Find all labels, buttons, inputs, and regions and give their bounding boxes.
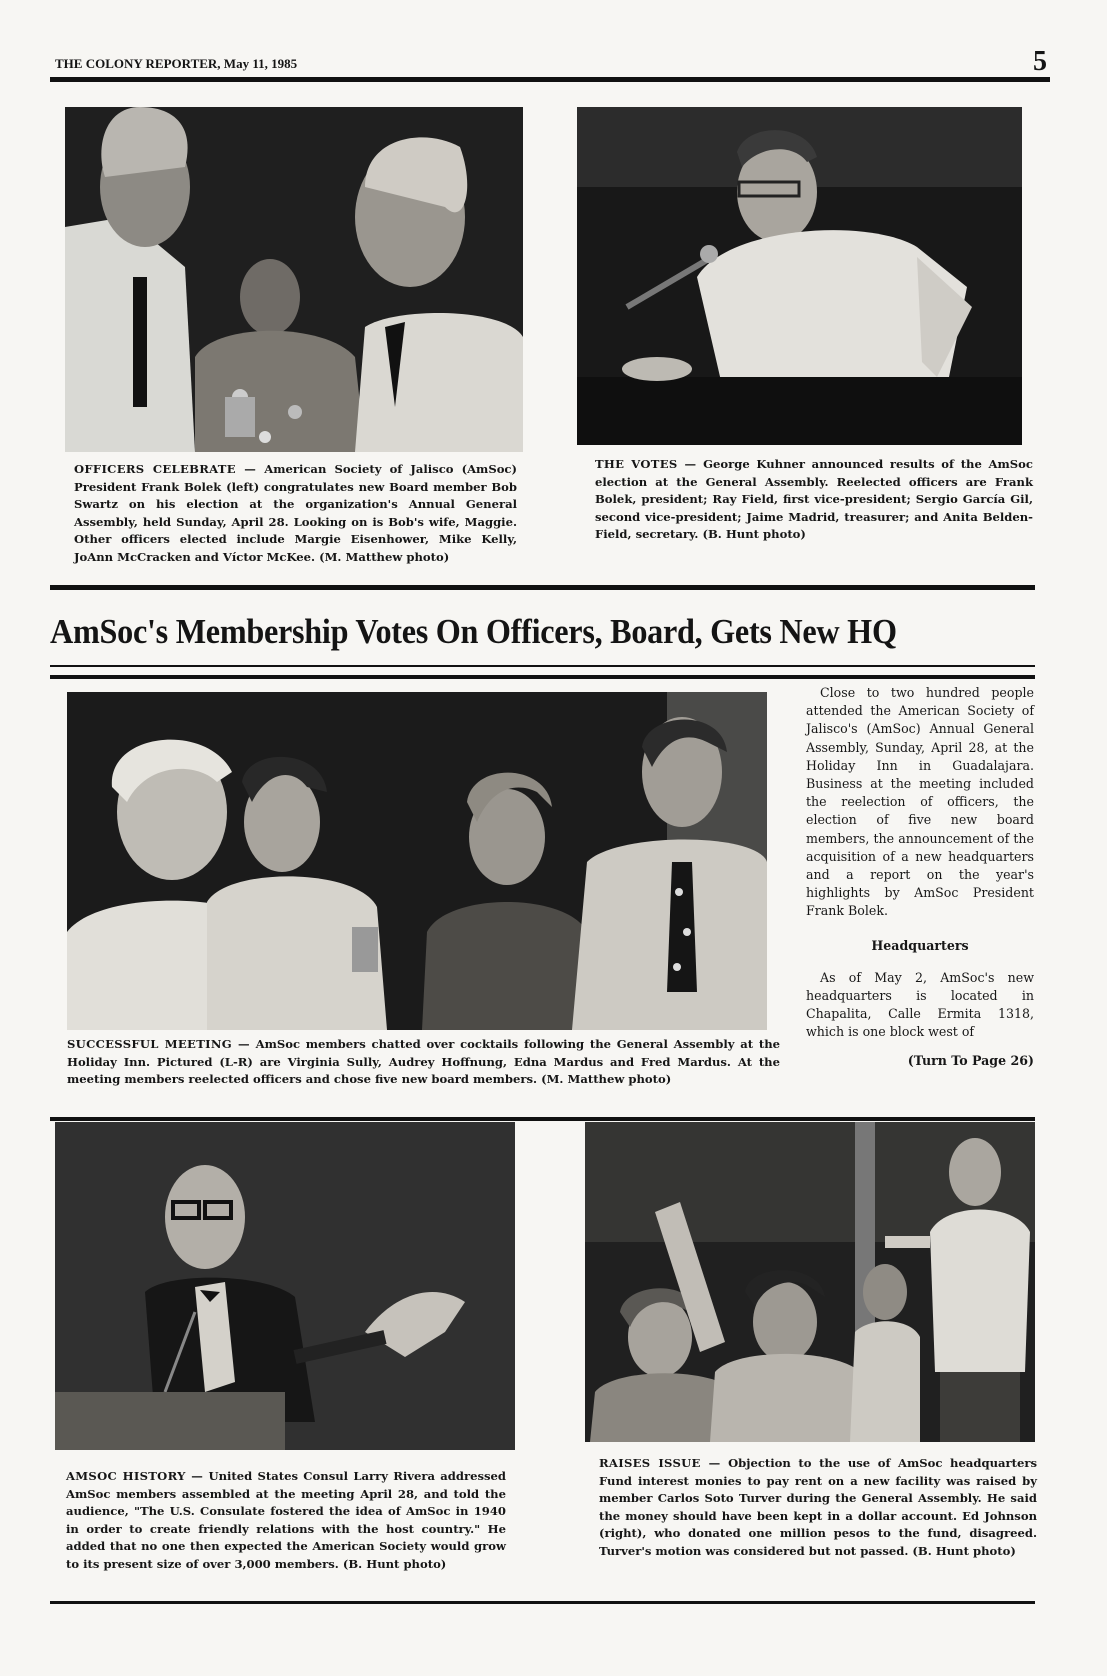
raises-issue-caption — [599, 1455, 1037, 1561]
masthead — [55, 46, 1047, 77]
votes-photo — [577, 107, 1022, 445]
story-jump-line: (Turn To Page 26) — [907, 1052, 1034, 1068]
meeting-caption-lead: SUCCESSFUL MEETING — — [67, 1037, 250, 1051]
story-column — [806, 684, 1034, 1070]
meeting-photo — [67, 692, 767, 1030]
officers-caption — [74, 461, 517, 567]
bottom-rule — [50, 1601, 1035, 1604]
story-paragraph-1: Close to two hundred people attended the American Society of Jalisco's (AmSoc) Annual General Assembly, Sunday, April 28, at the Holiday Inn in Guadalajara. Business at the meeting included the reelection of officers, the election of five new board members, the announcement of the acquisition of a new headquarters and a report on the year's highlights by AmSoc President Frank Bolek. — [806, 685, 1034, 919]
raises-issue-caption-text: Objection to the use of AmSoc headquarters Fund interest monies to pay rent on a new facility was raised by member Carlos Soto Turver during the General Assembly. He said the money should have been kept in a dollar account. Ed Johnson (right), who donated one million pesos to the fund, disagreed. Turver's motion was considered but not passed. (B. Hunt photo) — [599, 1456, 1037, 1558]
headline-bottom-rule-1 — [50, 665, 1035, 667]
story-paragraph-2: As of May 2, AmSoc's new headquarters is located in Chapalita, Calle Ermita 1318, which is one block west of — [806, 969, 1034, 1040]
history-caption — [66, 1468, 506, 1574]
votes-caption-lead: THE VOTES — — [595, 457, 697, 471]
officers-caption-text: American Society of Jalisco (AmSoc) President Frank Bolek (left) congratulates new Board member Bob Swartz on his election at the organization's Annual General Assembly, held Sunday, April 28. Looking on is Bob's wife, Maggie. Other officers elected include Margie Eisenhower, Mike Kelly, JoAnn McCracken and Víctor McKee. (M. Matthew photo) — [74, 462, 517, 564]
officers-caption-lead: OFFICERS CELEBRATE — — [74, 462, 257, 476]
masthead-rule — [50, 77, 1050, 82]
officers-photo — [65, 107, 523, 452]
history-caption-text: United States Consul Larry Rivera addressed AmSoc members assembled at the meeting April 28, and told the audience, "The U.S. Consulate fostered the idea of AmSoc in 1940 in order to create friendly relations with the host country." He added that no one then expected the American Society would grow to its present size of over 3,000 members. (B. Hunt photo) — [66, 1469, 506, 1571]
history-photo — [55, 1122, 515, 1450]
raises-issue-caption-lead: RAISES ISSUE — — [599, 1456, 721, 1470]
headline-bottom-rule-2 — [50, 675, 1035, 679]
page-number: 5 — [1033, 46, 1047, 77]
headline-top-rule — [50, 585, 1035, 590]
mid-rule — [50, 1117, 1035, 1121]
headline: AmSoc's Membership Votes On Officers, Board, Gets New HQ — [50, 612, 897, 651]
raises-issue-photo — [585, 1122, 1035, 1442]
history-caption-lead: AMSOC HISTORY — — [66, 1469, 204, 1483]
meeting-caption-text: AmSoc members chatted over cocktails following the General Assembly at the Holiday Inn. Pictured (L-R) are Virginia Sully, Audrey Hoffnung, Edna Mardus and Fred Mardus. At the meeting members reelected officers and chose five new board members. (M. Matthew photo) — [67, 1037, 780, 1087]
votes-caption-text: George Kuhner announced results of the AmSoc election at the General Assembly. Reelected officers are Frank Bolek, president; Ray Field, first vice-president; Sergio García Gil, second vice-president; Jaime Madrid, treasurer; and Anita Belden-Field, secretary. (B. Hunt photo) — [595, 457, 1033, 542]
story-subhead: Headquarters — [871, 937, 969, 953]
meeting-caption — [67, 1036, 780, 1089]
votes-caption — [595, 456, 1033, 544]
masthead-title: THE COLONY REPORTER, May 11, 1985 — [55, 56, 298, 71]
